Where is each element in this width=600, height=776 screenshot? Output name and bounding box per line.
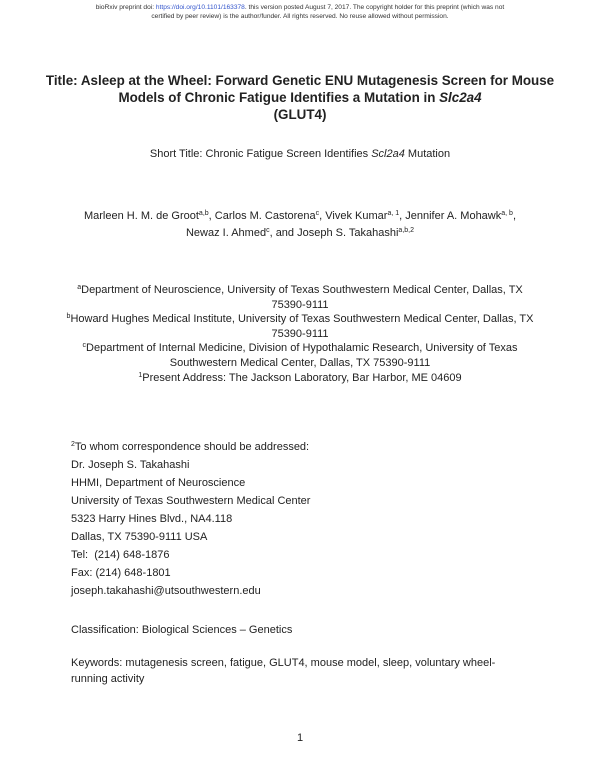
affiliation-item — [60, 341, 540, 370]
header-line1-suffix: . this version posted August 7, 2017. The copyright holder for this preprint (which was not — [244, 4, 505, 11]
affiliation-sup: b — [66, 313, 71, 321]
keywords: Keywords: mutagenesis screen, fatigue, GLUT4, mouse model, sleep, voluntary wheel-running activity — [71, 657, 496, 685]
affiliation-item — [60, 371, 540, 386]
correspondence-fax: Fax: (214) 648-1801 — [71, 567, 171, 579]
short-title-suffix: Mutation — [404, 148, 451, 160]
author-separator: , — [399, 210, 406, 222]
affiliation-text: Present Address: The Jackson Laboratory, Bar Harbor, ME 04609 — [142, 371, 462, 384]
classification: Classification: Biological Sciences – Genetics — [71, 624, 293, 636]
author-separator: , — [319, 210, 326, 222]
affiliation-sup: 1 — [138, 371, 143, 379]
page-number: 1 — [296, 732, 304, 744]
correspondence-sup: 2 — [71, 441, 75, 448]
correspondence-heading — [71, 438, 540, 456]
correspondence-city: Dallas, TX 75390-9111 USA — [71, 531, 208, 543]
title-part1: Title: Asleep at the Wheel: Forward Genetic ENU Mutagenesis Screen for Mouse Models of Chronic Fatigue Identifies a Mutation in — [45, 73, 555, 105]
author-list — [70, 208, 530, 242]
author-separator: , — [512, 210, 516, 222]
correspondence-tel: Tel: (214) 648-1876 — [71, 549, 170, 561]
affiliation-sup: a — [77, 284, 82, 291]
affiliation-text: Department of Internal Medicine, Division of Hypothalamic Research, University of Texas Southwestern Medical Center, Dallas, TX 75390-9111 — [86, 342, 518, 369]
author-name: Joseph S. Takahashi — [297, 227, 399, 239]
author-affil-sup: a,b — [198, 210, 209, 217]
correspondence-email[interactable]: joseph.takahashi@utsouthwestern.edu — [71, 585, 261, 597]
author-name: Jennifer A. Mohawk — [405, 210, 502, 222]
correspondence-department: HHMI, Department of Neuroscience — [71, 477, 246, 489]
author-separator: , and — [269, 227, 298, 239]
paper-title — [40, 72, 560, 123]
author-affil-sup: a, b — [501, 210, 513, 217]
correspondence-heading-text: To whom correspondence should be addressed: — [74, 441, 310, 453]
author-affil-sup: a, 1 — [387, 210, 400, 217]
author-separator: , — [208, 210, 215, 222]
author-affil-sup: a,b,2 — [398, 227, 414, 234]
short-title — [40, 148, 560, 160]
title-gene: Slc2a4 — [439, 90, 482, 105]
affiliations — [60, 283, 540, 385]
preprint-header — [14, 4, 586, 21]
author-name: Newaz I. Ahmed — [185, 227, 267, 239]
doi-link[interactable]: https://doi.org/10.1101/163378 — [155, 4, 245, 11]
author-affil-sup: c — [315, 210, 320, 217]
header-line2: certified by peer review) is the author/funder. All rights reserved. No reuse allowed without permission. — [151, 12, 449, 20]
correspondence-street: 5323 Harry Hines Blvd., NA4.118 — [71, 513, 233, 525]
affiliation-text: Howard Hughes Medical Institute, University of Texas Southwestern Medical Center, Dallas, TX 75390-9111 — [70, 313, 534, 340]
correspondence-block — [71, 438, 540, 600]
author-affil-sup: c — [266, 227, 270, 234]
affiliation-item — [60, 283, 540, 312]
short-title-gene: Scl2a4 — [371, 148, 405, 160]
correspondence-institution: University of Texas Southwestern Medical Center — [71, 495, 311, 507]
title-part2: (GLUT4) — [273, 107, 327, 122]
author-name: Vivek Kumar — [325, 210, 388, 222]
author-name: Carlos M. Castorena — [214, 210, 316, 222]
short-title-prefix: Short Title: Chronic Fatigue Screen Identifies — [149, 148, 372, 160]
header-line1-prefix: bioRxiv preprint doi: — [95, 4, 156, 11]
correspondence-name: Dr. Joseph S. Takahashi — [71, 459, 190, 471]
affiliation-item — [60, 312, 540, 341]
affiliation-text: Department of Neuroscience, University of Texas Southwestern Medical Center, Dallas, TX 75390-9111 — [81, 284, 523, 311]
author-name: Marleen H. M. de Groot — [83, 210, 199, 222]
affiliation-sup: c — [82, 342, 87, 350]
